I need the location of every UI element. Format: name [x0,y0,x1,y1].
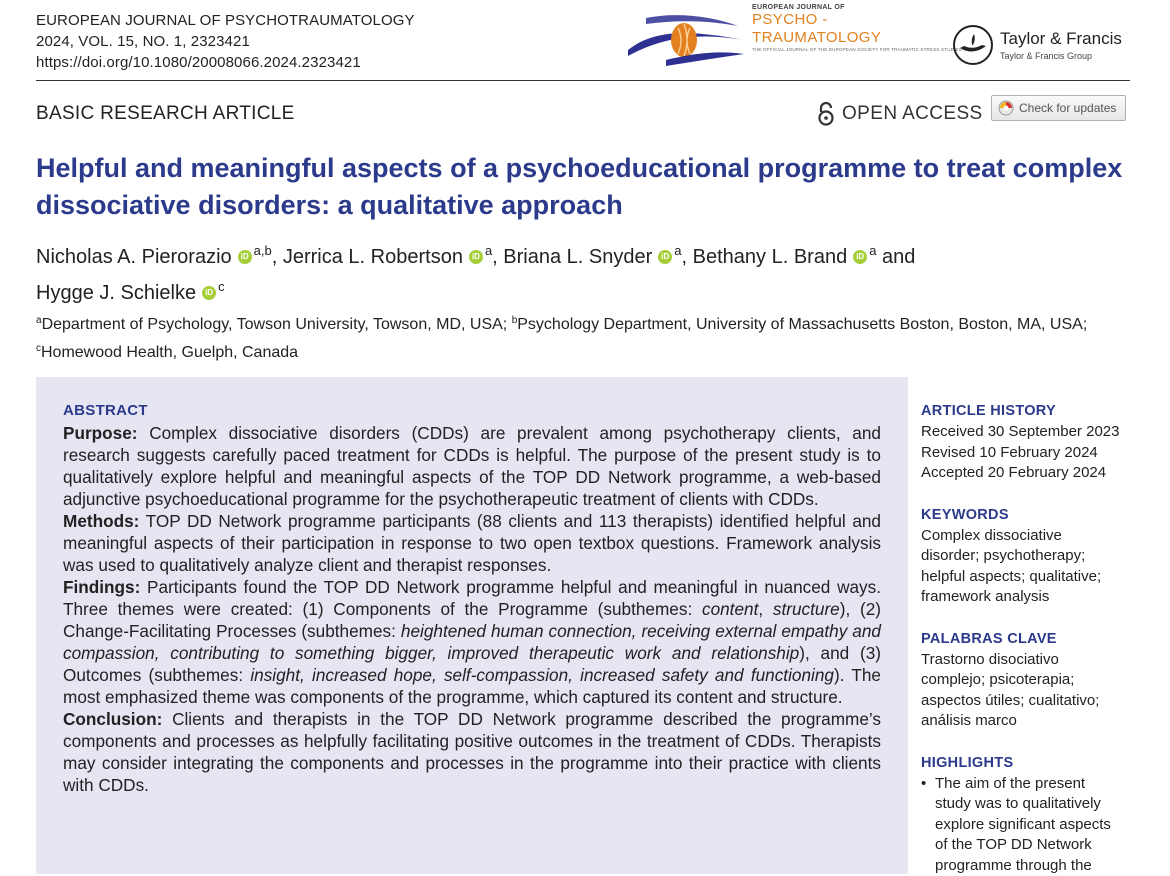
findings-text: ), (2) Change-Facilitating Processes (subthemes: [63,599,881,641]
findings-italic: structure [773,599,840,619]
abstract-conclusion [63,708,881,796]
article-sidebar [921,400,1141,876]
logo-line-2: TRAUMATOLOGY [752,29,962,47]
palabras-clave-list: Trastorno disociativo complejo; psicoterapia; aspectos útiles; cualitativo; análisis marco [921,650,1121,732]
journal-volume: 2024, VOL. 15, NO. 1, 2323421 [36,31,415,52]
article-history-heading: ARTICLE HISTORY [921,400,1141,422]
abstract-methods [63,510,881,576]
crossmark-icon [998,100,1014,116]
highlights-heading: HIGHLIGHTS [921,752,1141,774]
author-separator: , [492,246,498,268]
history-accepted: Accepted 20 February 2024 [921,463,1141,484]
affiliation-text: Psychology Department, University of Massachusetts Boston, Boston, MA, USA; [517,316,1087,333]
purpose-label: Purpose: [63,423,138,443]
check-updates-label: Check for updates [1019,101,1116,115]
author-separator: , [272,246,278,268]
highlight-item [921,774,1141,876]
author-name: Jerrica L. Robertson [283,246,463,268]
findings-text: Participants found the TOP DD Network programme helpful and meaningful in nuanced ways. Three themes were created: (1) Components of the Programme (subthemes: [63,577,881,619]
publisher-name: Taylor & Francis [1000,29,1122,49]
highlight-text: The aim of the present study was to qualitatively explore significant aspects of the TOP DD Network programme through the [935,774,1125,876]
check-updates-button[interactable] [991,95,1126,121]
journal-logo-text [752,4,962,52]
author-name: Briana L. Snyder [503,246,652,268]
conclusion-label: Conclusion: [63,709,162,729]
purpose-text: Complex dissociative disorders (CDDs) are prevalent among psychotherapy clients, and research suggests carefully paced treatment for CDDs is helpful. The purpose of the present study is to qualitatively explore helpful and meaningful aspects of the TOP DD Network programme, a web-based adjunctive psychoeducational programme for the psychotherapeutic treatment of clients with CDDs. [63,423,881,509]
findings-italic: heightened human connection, receiving external empathy and compassion, contributing to something bigger, improved therapeutic work and relationship [63,621,881,663]
keywords-heading: KEYWORDS [921,504,1141,526]
methods-label: Methods: [63,511,139,531]
affiliation-marker: c [36,343,41,354]
affiliation-text: Department of Psychology, Towson University, Towson, MD, USA; [42,316,508,333]
orcid-icon[interactable]: iD [658,250,672,264]
abstract-heading: ABSTRACT [63,400,881,422]
author-name: Bethany L. Brand [693,246,848,268]
logo-small-text: EUROPEAN JOURNAL OF [752,4,962,11]
author-separator: and [876,246,915,268]
author-list [36,236,1136,308]
affiliation-marker: b [512,315,518,326]
author-name: Nicholas A. Pierorazio [36,246,232,268]
findings-text: ). The most emphasized theme was components of the programme, which captured its content and structure. [63,665,881,707]
logo-line-1: PSYCHO - [752,11,962,29]
journal-name: EUROPEAN JOURNAL OF PSYCHOTRAUMATOLOGY [36,10,415,31]
findings-label: Findings: [63,577,140,597]
journal-citation [36,10,415,73]
header-divider [36,80,1130,81]
affiliation-marker: a [36,315,42,326]
affiliation-text: Homewood Health, Guelph, Canada [41,344,298,361]
findings-text: , [758,599,773,619]
publisher-group: Taylor & Francis Group [1000,51,1092,61]
journal-logo-icon [626,10,746,68]
publisher-lamp-icon [952,24,994,66]
author-affiliation-marker: c [218,279,225,294]
orcid-icon[interactable]: iD [853,250,867,264]
methods-text: TOP DD Network programme participants (88 clients and 113 therapists) identified helpful and meaningful aspects of their participation in response to two open textbox questions. Framework analysis was used to qualitatively analyze client and therapist responses. [63,511,881,575]
open-access-label: OPEN ACCESS [842,103,983,125]
article-title: Helpful and meaningful aspects of a psychoeducational programme to treat complex dissociative disorders: a qualitative approach [36,150,1136,224]
abstract-findings [63,576,881,708]
abstract-purpose [63,422,881,510]
findings-text: ), and (3) Outcomes (subthemes: [63,643,881,685]
orcid-icon[interactable]: iD [202,286,216,300]
history-received: Received 30 September 2023 [921,422,1141,443]
affiliations [36,309,1136,365]
highlight-bullet: • [921,774,935,876]
author-affiliation-marker: a [485,243,492,258]
author-affiliation-marker: a [869,243,876,258]
keywords-list: Complex dissociative disorder; psychotherapy; helpful aspects; qualitative; framework analysis [921,526,1121,608]
doi-link[interactable]: https://doi.org/10.1080/20008066.2024.2323421 [36,52,415,73]
palabras-clave-heading: PALABRAS CLAVE [921,628,1141,650]
findings-italic: content [702,599,758,619]
abstract [63,400,881,796]
author-separator: , [682,246,688,268]
conclusion-text: Clients and therapists in the TOP DD Network programme described the programme’s components and processes as helpfully facilitating positive outcomes in the treatment of CDDs. Therapists may consider integrating the components and processes in the programme into their practice with clients with CDDs. [63,709,881,795]
article-type: BASIC RESEARCH ARTICLE [36,103,295,125]
author-affiliation-marker: a,b [254,243,272,258]
findings-italic: insight, increased hope, self-compassion, increased safety and functioning [250,665,834,685]
orcid-icon[interactable]: iD [238,250,252,264]
logo-tagline: THE OFFICIAL JOURNAL OF THE EUROPEAN SOCIETY FOR TRAUMATIC STRESS STUDIES [752,47,962,52]
orcid-icon[interactable]: iD [469,250,483,264]
author-name: Hygge J. Schielke [36,282,196,304]
open-lock-icon [815,101,837,127]
author-affiliation-marker: a [674,243,681,258]
history-revised: Revised 10 February 2024 [921,443,1141,464]
